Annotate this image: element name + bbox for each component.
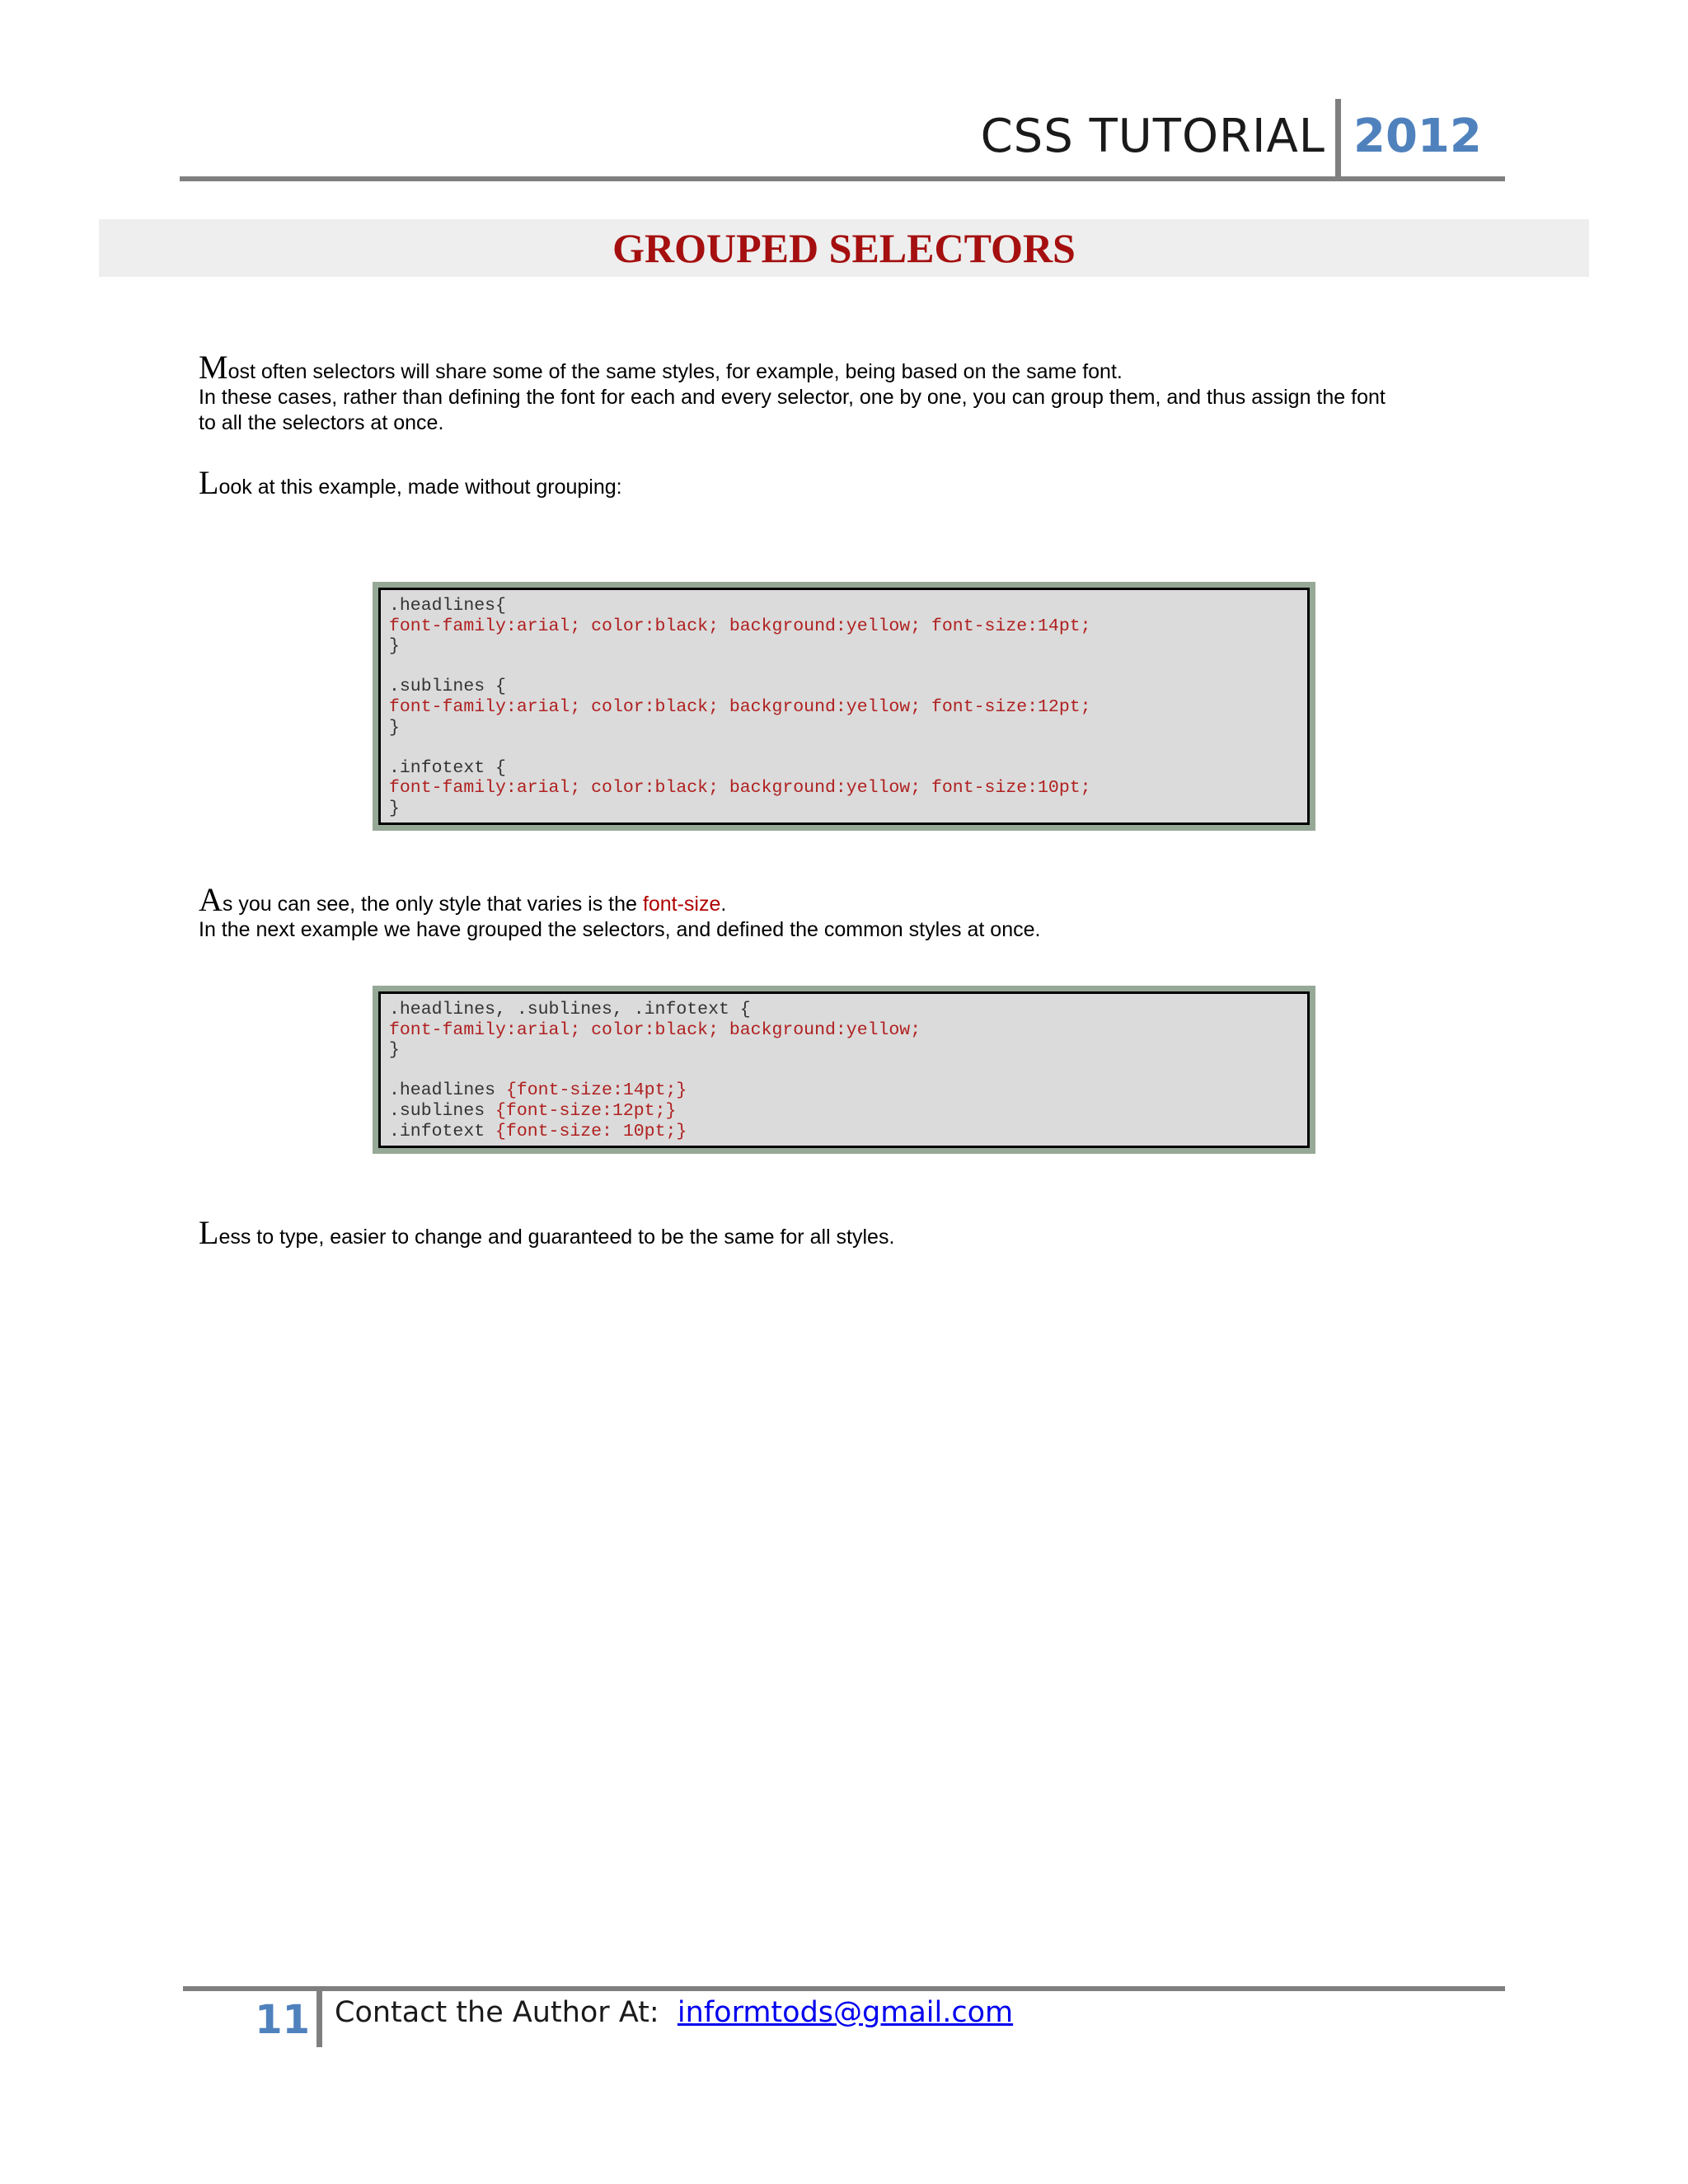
code-block	[378, 991, 1310, 1148]
code-line: .sublines {	[389, 677, 506, 697]
code-line: .sublines {font-size:12pt;}	[389, 1100, 677, 1121]
highlight-font-size: font-size	[642, 893, 721, 916]
comparison-paragraph	[199, 881, 1501, 943]
code-example-grouped	[373, 986, 1315, 1154]
comparison-line-2: In the next example we have grouped the selectors, and defined the common styles at once.	[199, 918, 1041, 941]
intro-line-2: In these cases, rather than defining the font for each and every selector, one by one, you can group them, and thus assign the font	[199, 386, 1386, 409]
code-line: font-family:arial; color:black; background:yellow; font-size:12pt;	[389, 696, 1091, 717]
code-line: font-family:arial; color:black; background:yellow; font-size:10pt;	[389, 778, 1091, 799]
header-divider	[1335, 99, 1341, 178]
code-line: font-family:arial; color:black; background:yellow;	[389, 1019, 921, 1040]
dropcap: L	[199, 1214, 219, 1251]
example-intro-paragraph: Look at this example, made without grouping:	[199, 464, 622, 501]
code-line: .infotext {font-size: 10pt;}	[389, 1121, 687, 1141]
code-example-ungrouped	[373, 582, 1315, 831]
code-line: }	[389, 636, 400, 657]
code-line: }	[389, 1040, 400, 1061]
dropcap: A	[199, 881, 223, 918]
conclusion-paragraph: Less to type, easier to change and guaranteed to be the same for all styles.	[199, 1214, 895, 1251]
dropcap: L	[199, 464, 219, 501]
footer-rule	[183, 1986, 1505, 1991]
dropcap: M	[199, 349, 228, 386]
code-line: .headlines, .sublines, .infotext {	[389, 1000, 751, 1019]
intro-line-3: to all the selectors at once.	[199, 411, 444, 434]
intro-paragraph	[199, 349, 1501, 436]
code-line: font-family:arial; color:black; background:yellow; font-size:14pt;	[389, 616, 1091, 636]
header-rule	[180, 176, 1505, 181]
section-title: GROUPED SELECTORS	[612, 225, 1076, 271]
author-email-link[interactable]: informtods@gmail.com	[677, 1996, 1014, 2029]
code-line: .headlines{	[389, 596, 506, 616]
code-blank-line	[389, 657, 1299, 677]
intro-line-1: Most often selectors will share some of the same styles, for example, being based on the same font.	[199, 349, 1123, 386]
footer-divider	[316, 1990, 322, 2047]
code-block	[378, 588, 1310, 825]
code-line: .infotext {	[389, 757, 506, 778]
footer-contact	[335, 1994, 1013, 2031]
document-year: 2012	[1353, 110, 1482, 163]
code-line: }	[389, 717, 400, 738]
code-line: .headlines {font-size:14pt;}	[389, 1080, 687, 1101]
document-title: CSS TUTORIAL	[980, 110, 1325, 163]
code-blank-line	[389, 738, 1299, 758]
page-number: 11	[255, 1997, 310, 2043]
code-line: }	[389, 798, 400, 818]
contact-label: Contact the Author At:	[335, 1996, 678, 2029]
code-blank-line	[389, 1061, 1299, 1081]
comparison-line-1: As you can see, the only style that varies is the font-size.	[199, 881, 727, 918]
